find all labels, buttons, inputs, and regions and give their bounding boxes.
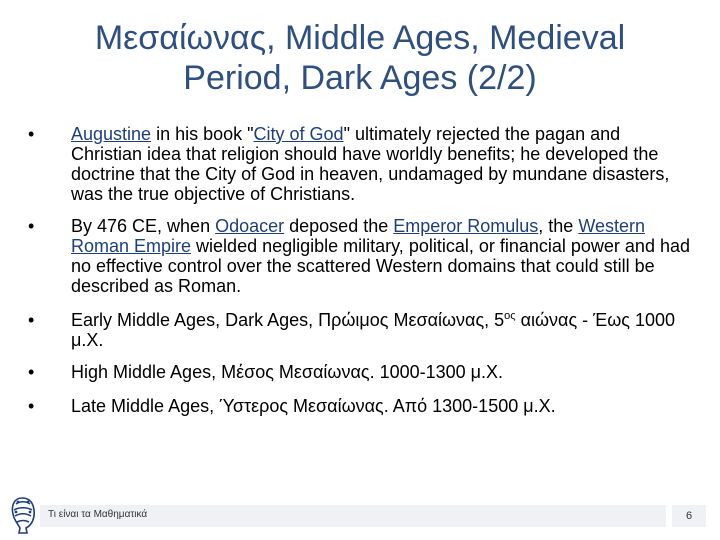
bullet-text: , the bbox=[538, 216, 579, 236]
link-western-roman-empire[interactable]: Western Roman Empire bbox=[71, 216, 646, 256]
bullet-early-middle-ages bbox=[28, 310, 696, 350]
bullet-text: High Middle Ages, Μέσος Μεσαίωνας. 1000-1300 μ.Χ. bbox=[71, 362, 504, 382]
bullet-text: deposed the bbox=[284, 216, 394, 236]
bullet-marker: • bbox=[28, 396, 35, 416]
bullet-text: By 476 CE, when bbox=[71, 216, 216, 236]
bullet-list bbox=[28, 124, 696, 416]
bullet-marker: • bbox=[28, 124, 35, 144]
university-head-logo-icon bbox=[8, 492, 38, 536]
bullet-text: " ultimately rejected the pagan and Christian idea that religion should have worldly benefits; he developed the doctrine that the City of God in heaven, undamaged by mundane disasters, was the true objective of Christians. bbox=[71, 124, 670, 204]
bullet-476-ce bbox=[28, 216, 696, 296]
footer-title: Τι είναι τα Μαθηματικά bbox=[48, 509, 148, 520]
bullet-marker: • bbox=[28, 310, 35, 330]
bullet-text: wielded negligible military, political, or financial power and had no effective control over the scattered Western domains that could still be described as Roman. bbox=[71, 236, 690, 296]
link-augustine[interactable]: Augustine bbox=[71, 124, 152, 144]
title-line-2: Period, Dark Ages (2/2) bbox=[183, 59, 537, 97]
bullet-text: Late Middle Ages, Ύστερος Μεσαίωνας. Από 1300-1500 μ.Χ. bbox=[71, 396, 556, 416]
link-odoacer[interactable]: Odoacer bbox=[215, 216, 285, 236]
bullet-marker: • bbox=[28, 362, 35, 382]
bullet-text: αιώνας - Έως 1000 μ.Χ. bbox=[71, 310, 676, 350]
link-city-of-god[interactable]: City of God bbox=[253, 124, 344, 144]
page-number: 6 bbox=[672, 505, 706, 527]
bullet-late-middle-ages bbox=[28, 396, 696, 416]
bullet-augustine bbox=[28, 124, 696, 204]
bullet-text: in his book " bbox=[151, 124, 254, 144]
ordinal-superscript: ος bbox=[504, 310, 516, 322]
bullet-marker: • bbox=[28, 216, 35, 236]
bullet-high-middle-ages bbox=[28, 362, 696, 382]
bullet-text: Early Middle Ages, Dark Ages, Πρώιμος Μεσαίωνας, 5 bbox=[71, 310, 505, 330]
title-line-1: Μεσαίωνας, Middle Ages, Medieval bbox=[94, 19, 626, 57]
link-emperor-romulus[interactable]: Emperor Romulus bbox=[393, 216, 539, 236]
slide-title bbox=[40, 18, 680, 98]
